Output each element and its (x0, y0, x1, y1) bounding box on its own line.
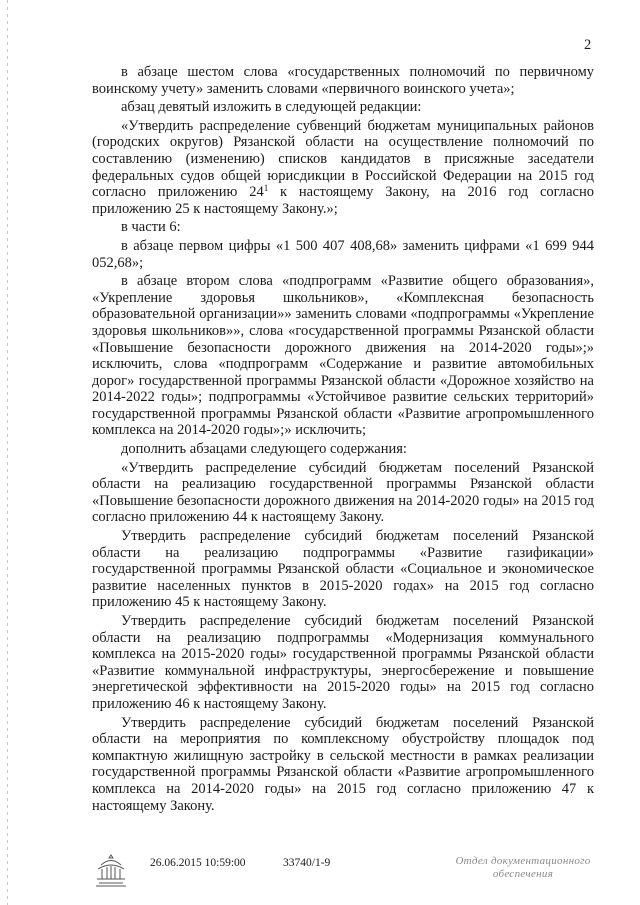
page-number: 2 (584, 37, 592, 53)
page-footer (0, 853, 640, 893)
emblem-icon (92, 853, 130, 887)
department-line: обеспечения (492, 868, 554, 880)
document-body (92, 64, 594, 814)
department-line: Отдел документационного (455, 855, 591, 867)
paragraph-text: «Утвердить распределение субвенций бюджетам муниципальных районов (городских округов) Рязанской области на осуществление полномочий по составлению (изменению) списков кандидатов в присяжные заседатели федеральных судов общей юрисдикции в Российской Федерации на 2015 год согласно приложению 24 (92, 117, 594, 201)
paragraph-text: к настоящему Закону, на 2016 год согласно приложению 25 к настоящему Закону.»; (92, 184, 594, 217)
paragraph: дополнить абзацами следующего содержания: (121, 441, 407, 458)
paragraph: в абзаце первом цифры «1 500 407 408,68» заменить цифрами «1 699 944 052,68»; (92, 237, 594, 271)
paragraph: Утвердить распределение субсидий бюджетам поселений Рязанской области на реализацию подпрограммы «Развитие газификации» государственной программы Рязанской области «Социальное и экономическое развитие населенных пунктов в 2015-2020 годах» на 2015 год согласно приложению 45 к настоящему Закону. (92, 528, 594, 611)
document-number: 33740/1-9 (283, 857, 331, 869)
registration-timestamp: 26.06.2015 10:59:00 (150, 857, 246, 869)
paragraph: в части 6: (121, 219, 181, 236)
scan-edge-line (7, 0, 8, 905)
department-stamp (443, 855, 603, 881)
paragraph: в абзаце втором слова «подпрограмм «Развитие общего образования», «Укрепление здоровья школьников», «Комплексная безопасность образовательной организации»» заменить словами «подпрограммы «Укрепление здоровья школьников»», слова «государственной программы Рязанской области «Повышение безопасности дорожного движения на 2014-2020 годы»;» исключить, слова «подпрограмм «Содержание и развитие автомобильных дорог» государственной программы Рязанской области «Дорожное хозяйство на 2014-2022 годы»; подпрограммы «Устойчивое развитие сельских территорий» государственной программы Рязанской области «Развитие агропромышленного комплекса на 2014-2020 годы»;» исключить; (92, 273, 594, 439)
paragraph: «Утвердить распределение субсидий бюджетам поселений Рязанской области на реализацию государственной программы Рязанской области «Повышение безопасности дорожного движения на 2014-2020 годы» на 2015 год согласно приложению 44 к настоящему Закону. (92, 459, 594, 526)
paragraph (92, 118, 594, 218)
paragraph: абзац девятый изложить в следующей редакции: (121, 99, 422, 116)
paragraph: Утвердить распределение субсидий бюджетам поселений Рязанской области на реализацию подпрограммы «Модернизация коммунального комплекса на 2015-2020 годы» государственной программы Рязанской области «Развитие коммунальной инфраструктуры, энергосбережение и повышение энергетической эффективности на 2015-2020 годы» на 2015 год согласно приложению 46 к настоящему Закону. (92, 613, 594, 712)
paragraph: Утвердить распределение субсидий бюджетам поселений Рязанской области на мероприятия по комплексному обустройству площадок под компактную жилищную застройку в сельской местности в рамках реализации государственной программы Рязанской области «Развитие агропромышленного комплекса на 2014-2020 годы» на 2015 год согласно приложению 47 к настоящему Закону. (92, 714, 594, 814)
superscript: 1 (263, 183, 269, 194)
paragraph: в абзаце шестом слова «государственных полномочий по первичному воинскому учету» заменить словами «первичного воинского учета»; (92, 64, 594, 97)
